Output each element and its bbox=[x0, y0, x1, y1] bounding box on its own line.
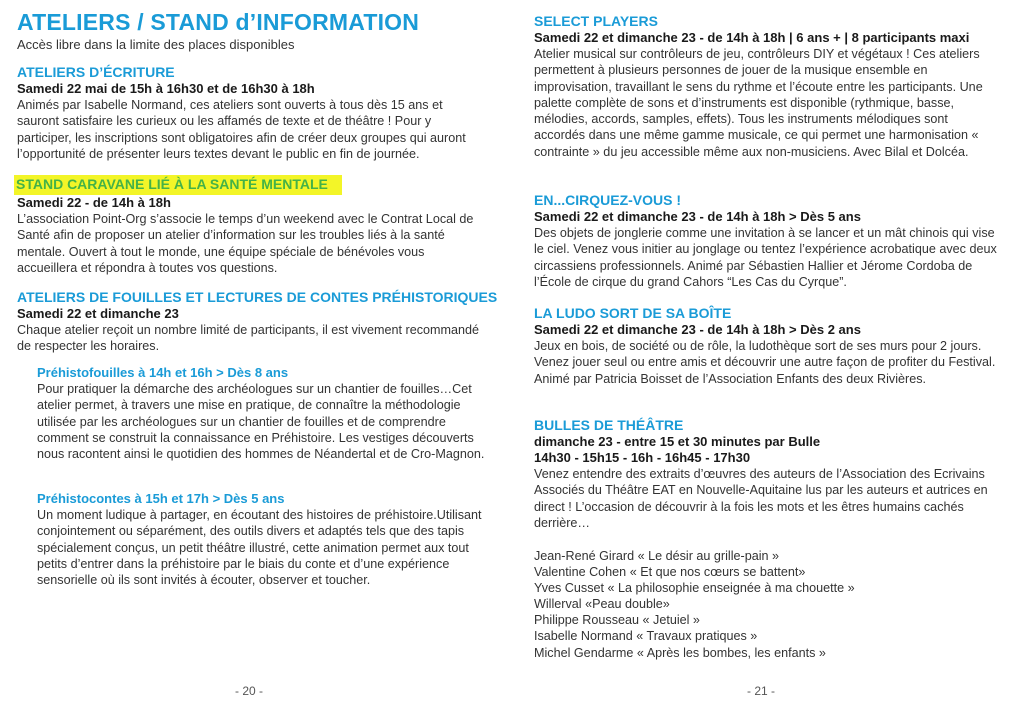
section-text: Venez entendre des extraits d’œuvres des auteurs de l’Association des Ecrivains Associés du Théâtre EAT en Nouvelle-Aquitaine lus par les auteurs et autrices en direct ! L’occasion de découvrir à la fois les mots et les êtres humains cachés derrière… bbox=[534, 467, 988, 530]
subsection-prehistocontes bbox=[37, 491, 485, 588]
section-ludo bbox=[534, 305, 1002, 387]
section-text: Atelier musical sur contrôleurs de jeu, contrôleurs DIY et végétaux ! Ces ateliers permettent à plusieurs personnes de jouer de la musique ensemble en improvisation, travaillant le sens du rythme et l’écoute entre les participants. Une palette complète de sons et d’instruments est disponible (rythmique, basse, mélodies, accords, samples, effets). Tous les instruments mélodiques sont accordés dans une même gamme musicale, ce qui permet une harmonisation « contrainte » du jeu accessible même aux non-musiciens. Avec Bilal et Dolcéa. bbox=[534, 47, 983, 159]
section-date: Samedi 22 et dimanche 23 - de 14h à 18h > Dès 5 ans bbox=[534, 209, 861, 224]
author-item: Isabelle Normand « Travaux pratiques » bbox=[534, 629, 758, 644]
section-date: Samedi 22 - de 14h à 18h bbox=[17, 195, 171, 210]
section-text: Des objets de jonglerie comme une invitation à se lancer et un mât chinois qui vise le ciel. Venez vous initier au jonglage ou tentez l’expérience acrobatique avec deux circassiens professionnels. Animé par Sébastien Hallier et Jérome Cordoba de l’École de cirque du grand Cahors “Les Cas du Cyrque”. bbox=[534, 226, 997, 289]
author-item: Philippe Rousseau « Jetuiel » bbox=[534, 613, 700, 628]
page-subtitle: Accès libre dans la limite des places disponibles bbox=[17, 37, 295, 52]
subsection-heading: Préhistocontes à 15h et 17h > Dès 5 ans bbox=[37, 491, 285, 506]
author-item: Valentine Cohen « Et que nos cœurs se battent» bbox=[534, 565, 806, 580]
section-date: Samedi 22 et dimanche 23 - de 14h à 18h | 6 ans + | 8 participants maxi bbox=[534, 30, 970, 45]
section-ateliers-ecriture bbox=[17, 64, 487, 162]
subsection-text: Pour pratiquer la démarche des archéologues sur un chantier de fouilles…Cet atelier permet, à travers une mise en pratique, de connaître la méthodologie utilisée par les archéologues sur un chantier de fouilles et de comprendre comment se construit la connaissance en Préhistoire. Les vestiges découverts nous racontent ainsi le quotidien des hommes de Néandertal et de Cro-Magnon. bbox=[37, 382, 485, 462]
section-heading: EN...CIRQUEZ-VOUS ! bbox=[534, 192, 682, 208]
section-encirquez-vous bbox=[534, 192, 1002, 290]
section-heading: LA LUDO SORT DE SA BOÎTE bbox=[534, 305, 732, 321]
page-title: ATELIERS / STAND d’INFORMATION bbox=[17, 9, 420, 35]
section-text: L’association Point-Org s’associe le temps d’un weekend avec le Contrat Local de Santé afin de proposer un atelier d’information sur les troubles liés à la santé mentale. Ouvert à tout le monde, une équipe spéciale de bénévoles vous accueillera et répondra à toutes vos questions. bbox=[17, 212, 474, 275]
section-heading: ATELIERS D’ÉCRITURE bbox=[17, 64, 175, 80]
section-date: Samedi 22 et dimanche 23 - de 14h à 18h > Dès 2 ans bbox=[534, 322, 861, 337]
subsection-prehistofouilles bbox=[37, 365, 485, 462]
highlighted-section-heading: STAND CARAVANE LIÉ À LA SANTÉ MENTALE bbox=[14, 175, 342, 195]
section-select-players bbox=[534, 13, 1002, 160]
section-stand-caravane bbox=[17, 175, 487, 276]
author-item: Jean-René Girard « Le désir au grille-pain » bbox=[534, 549, 780, 563]
authors-list bbox=[534, 548, 855, 661]
section-text-credit: Animé par Patricia Boisset de l’Association Enfants des deux Rivières. bbox=[534, 371, 926, 386]
section-heading: SELECT PLAYERS bbox=[534, 13, 658, 29]
section-text: Animés par Isabelle Normand, ces ateliers sont ouverts à tous dès 15 ans et sauront satisfaire les curieux ou les affamés de texte et de théâtre ! Pour y participer, les inscriptions sont obligatoires afin de créer deux groupes qui auront l’opportunité de présenter leurs textes devant le public en fin de journée. bbox=[17, 98, 466, 161]
author-item: Willerval «Peau double» bbox=[534, 597, 670, 612]
section-text: Jeux en bois, de société ou de rôle, la ludothèque sort de ses murs pour 2 jours. Venez jouer seul ou entre amis et découvrir une autre façon de profiter du Festival. bbox=[534, 339, 996, 370]
page-number: - 20 - bbox=[235, 684, 264, 698]
section-date: Samedi 22 mai de 15h à 16h30 et de 16h30 à 18h bbox=[17, 81, 315, 96]
author-item: Yves Cusset « La philosophie enseignée à ma chouette » bbox=[534, 581, 855, 596]
section-heading: BULLES DE THÉÂTRE bbox=[534, 417, 684, 433]
page-number: - 21 - bbox=[747, 684, 776, 698]
subsection-text: Un moment ludique à partager, en écoutant des histoires de préhistoire.Utilisant conjointement ou séparément, des outils divers et adaptés tels que des tapis spécialement conçus, un petit théâtre illustré, cette animation permet aux tout petits d’entrer dans la préhistoire par le biais du conte et d’une expérience sensorielle où ils sont invités à écouter, observer et toucher. bbox=[37, 508, 482, 588]
subsection-heading: Préhistofouilles à 14h et 16h > Dès 8 ans bbox=[37, 365, 289, 380]
section-fouilles-contes bbox=[17, 289, 498, 355]
section-times: 14h30 - 15h15 - 16h - 16h45 - 17h30 bbox=[534, 450, 751, 465]
section-heading: ATELIERS DE FOUILLES ET LECTURES DE CONTES PRÉHISTORIQUES bbox=[17, 289, 498, 305]
section-date: dimanche 23 - entre 15 et 30 minutes par Bulle bbox=[534, 434, 821, 449]
section-date: Samedi 22 et dimanche 23 bbox=[17, 306, 179, 321]
section-bulles-theatre bbox=[534, 417, 1002, 531]
author-item: Michel Gendarme « Après les bombes, les enfants » bbox=[534, 645, 826, 660]
section-text: Chaque atelier reçoit un nombre limité de participants, il est vivement recommandé de respecter les horaires. bbox=[17, 323, 479, 354]
